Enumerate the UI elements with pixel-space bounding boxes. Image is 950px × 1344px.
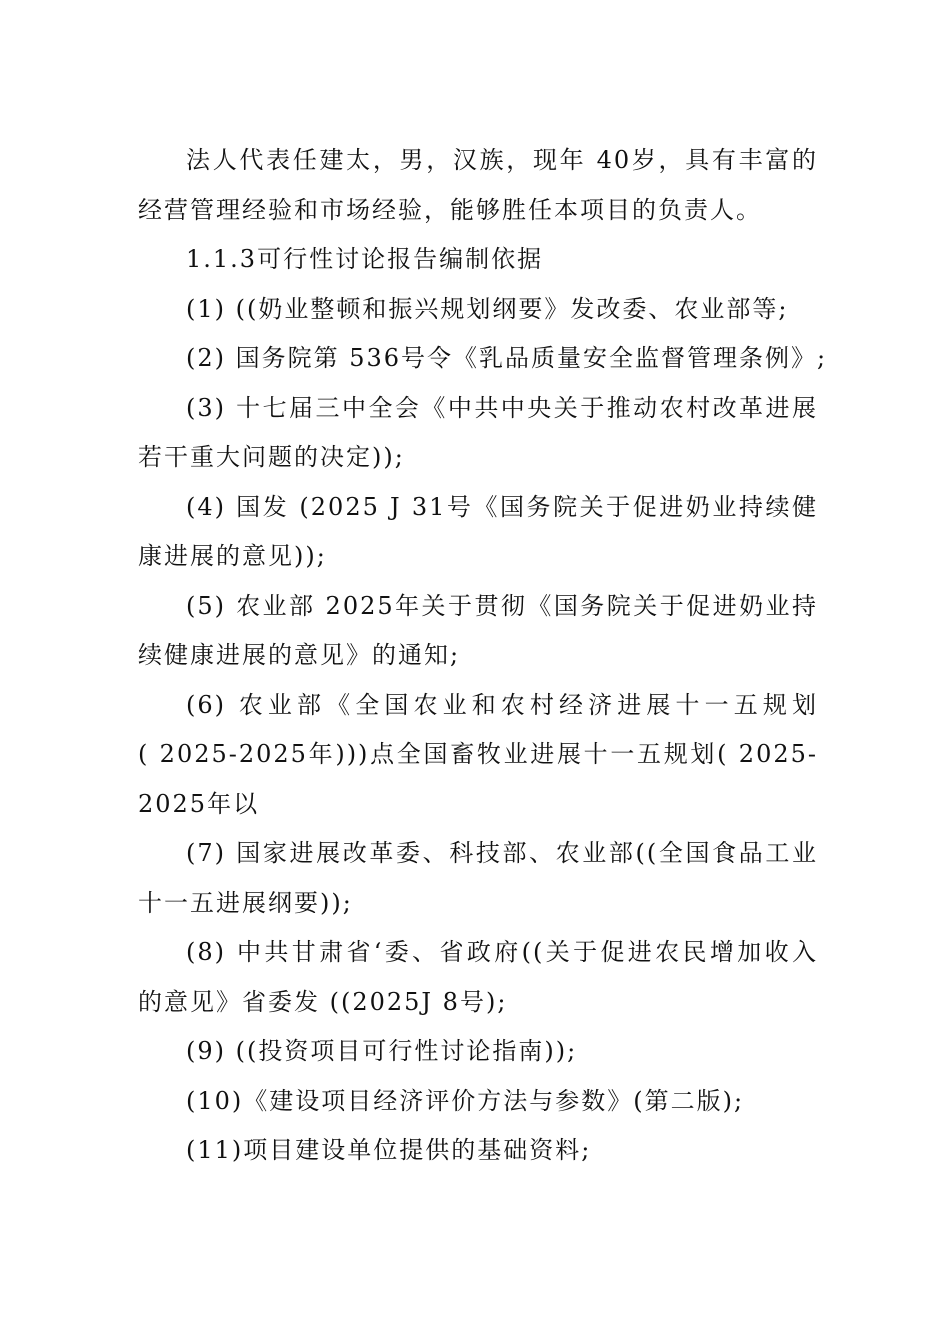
text-line: (6) 农业部《全国农业和农村经济进展十一五规划: [186, 690, 818, 719]
section-heading: [138, 235, 818, 285]
reference-list-item: [138, 285, 818, 335]
reference-list-item: [138, 1126, 818, 1176]
reference-list-item: [138, 681, 818, 830]
text-line: 法人代表任建太，男，汉族，现年 40岁，具有丰富的: [186, 146, 818, 174]
text-line: (2) 国务院第 536号令《乳品质量安全监督管理条例》;: [186, 344, 828, 372]
text-line: (4) 国发 (2025 J 31号《国务院关于促进奶业持续健: [186, 492, 818, 521]
reference-list-item: [138, 334, 828, 384]
text-line: (7) 国家进展改革委、科技部、农业部((全国食品工业: [186, 839, 818, 867]
reference-list-item: [138, 1077, 818, 1127]
text-line: ( 2025-2025年)))点全国畜牧业进展十一五规划( 2025-: [138, 740, 818, 768]
text-line: 康进展的意见));: [138, 542, 327, 570]
reference-list-item: [138, 582, 818, 681]
document-body: [138, 136, 828, 1176]
text-line: (9) ((投资项目可行性讨论指南));: [186, 1037, 578, 1065]
text-line: 2025年以: [138, 789, 260, 818]
text-line: 1.1.3可行性讨论报告编制依据: [186, 245, 544, 273]
text-line: 十一五进展纲要));: [138, 888, 353, 917]
text-line: 经营管理经验和市场经验，能够胜任本项目的负责人。: [138, 195, 762, 224]
reference-list-item: [138, 1027, 818, 1077]
text-line: (11)项目建设单位提供的基础资料;: [186, 1136, 592, 1164]
text-line: (3) 十七届三中全会《中共中央关于推动农村改革进展: [186, 393, 818, 422]
text-line: (5) 农业部 2025年关于贯彻《国务院关于促进奶业持: [186, 591, 818, 620]
text-line: (8) 中共甘肃省‘委、省政府((关于促进农民增加收入: [186, 938, 818, 966]
text-line: (1) ((奶业整顿和振兴规划纲要》发改委、农业部等;: [186, 294, 789, 323]
reference-list-item: [138, 384, 818, 483]
text-line: 的意见》省委发 ((2025J 8号);: [138, 987, 508, 1016]
text-line: 续健康进展的意见》的通知;: [138, 641, 461, 669]
body-paragraph: [138, 136, 818, 235]
reference-list-item: [138, 829, 818, 928]
text-line: 若干重大问题的决定));: [138, 443, 405, 471]
text-line: (10)《建设项目经济评价方法与参数》(第二版);: [186, 1086, 745, 1115]
reference-list-item: [138, 928, 818, 1027]
reference-list-item: [138, 483, 818, 582]
